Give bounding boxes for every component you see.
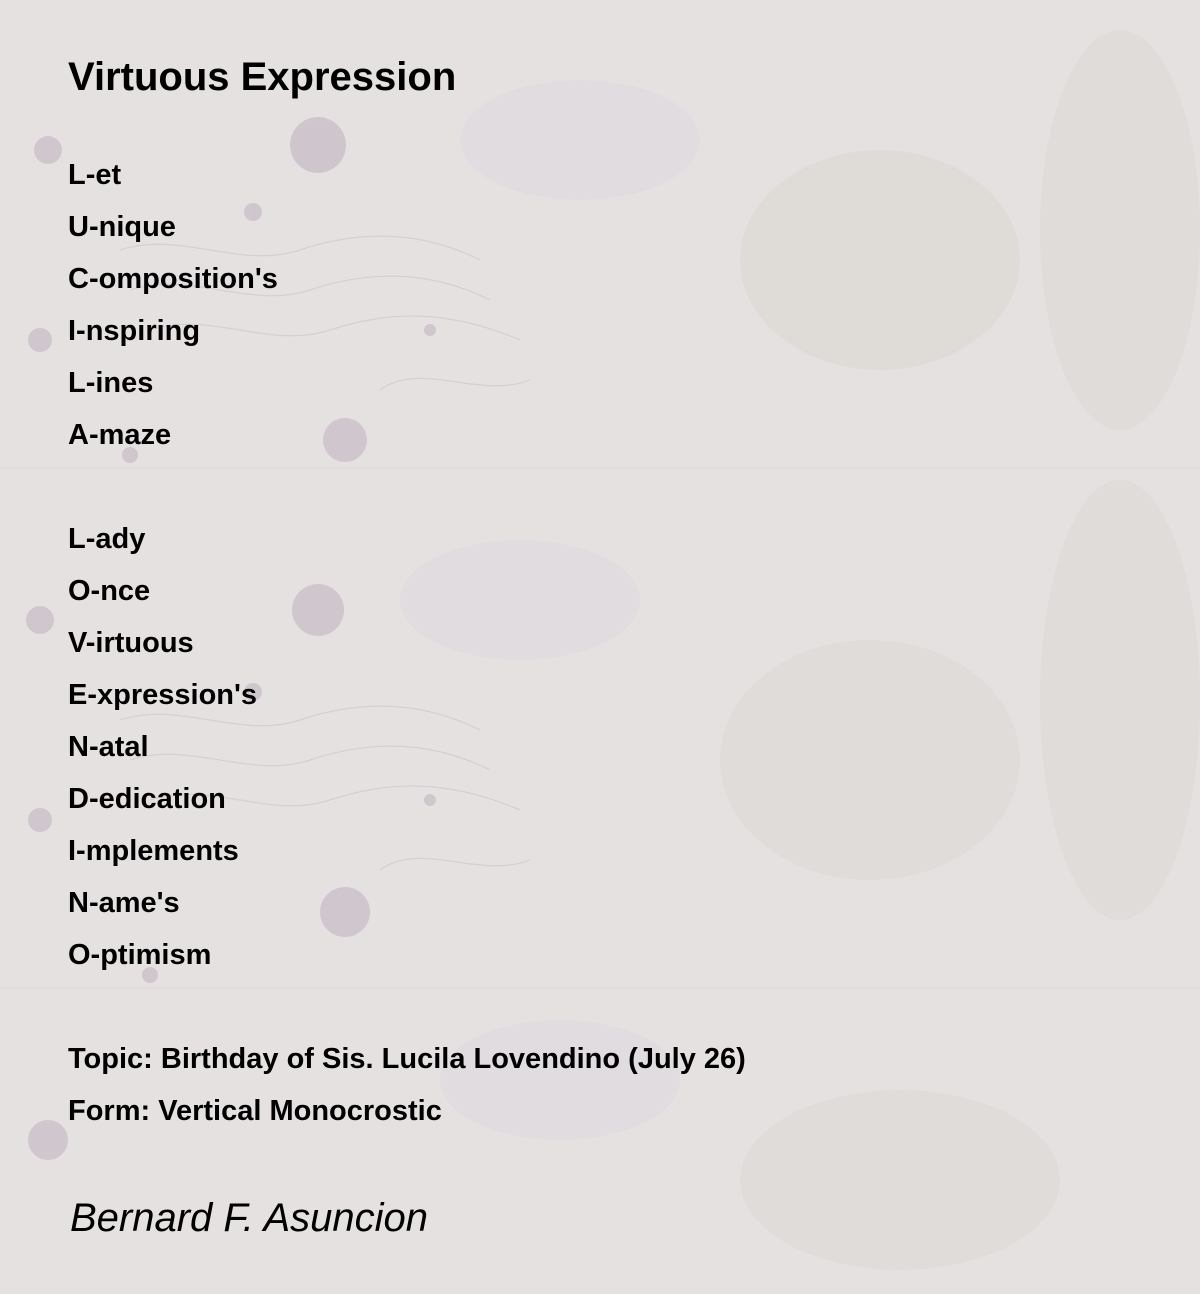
poem-line: N-ame's <box>68 887 180 919</box>
poem-line: O-nce <box>68 575 151 607</box>
form-line: Form: Vertical Monocrostic <box>68 1095 442 1127</box>
poem-line: C-omposition's <box>68 263 278 295</box>
poem-line: V-irtuous <box>68 627 194 659</box>
author-signature: Bernard F. Asuncion <box>70 1196 428 1240</box>
poem-line: N-atal <box>68 731 149 763</box>
poem-line: O-ptimism <box>68 939 212 971</box>
poem-notes <box>68 1033 746 1137</box>
poem-title: Virtuous Expression <box>68 55 457 99</box>
poem-line: I-mplements <box>68 835 239 867</box>
poem-line: D-edication <box>68 783 226 815</box>
stanza-2 <box>68 513 257 981</box>
poem-line: L-ady <box>68 523 146 555</box>
poem-line: I-nspiring <box>68 315 201 347</box>
poem-line: U-nique <box>68 211 176 243</box>
poem-line: L-ines <box>68 367 154 399</box>
poem-line: E-xpression's <box>68 679 258 711</box>
poem-line: L-et <box>68 159 122 191</box>
poem-line: A-maze <box>68 419 172 451</box>
stanza-1 <box>68 149 278 461</box>
topic-line: Topic: Birthday of Sis. Lucila Lovendino (July 26) <box>68 1043 746 1075</box>
